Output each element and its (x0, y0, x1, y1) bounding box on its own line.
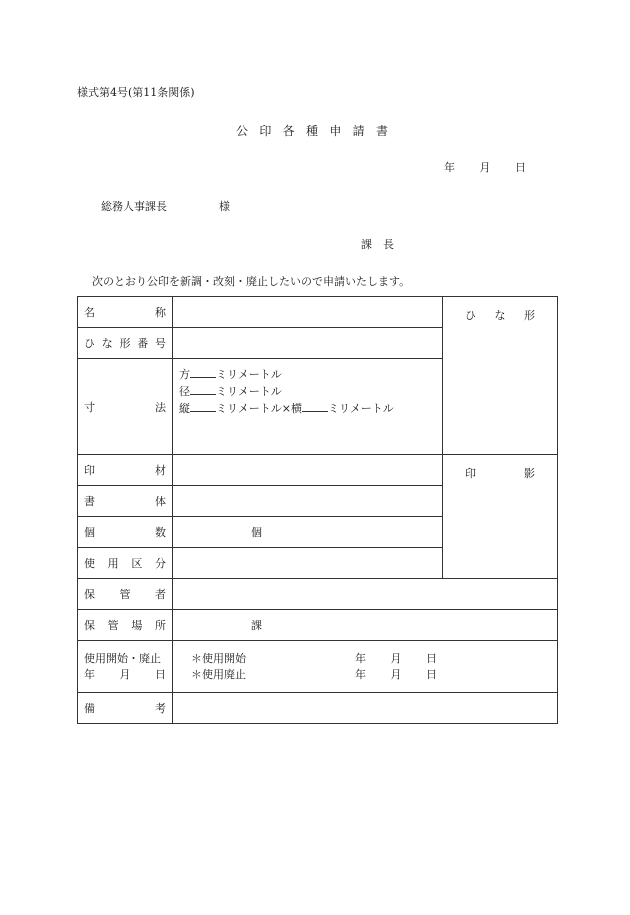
application-date: 年 月 日 (444, 161, 526, 174)
field-usage[interactable] (173, 548, 443, 579)
field-count[interactable] (173, 517, 443, 548)
count-unit: 個 (251, 526, 262, 539)
row-remarks (78, 693, 558, 724)
label-name: 名 称 (78, 297, 173, 328)
field-size[interactable] (173, 359, 443, 455)
field-period[interactable] (173, 641, 558, 693)
row-period (78, 641, 558, 693)
period-start: ＊使用開始 年 月 日 (191, 651, 437, 665)
row-location (78, 610, 558, 641)
field-name[interactable] (173, 297, 443, 328)
label-count: 個 数 (78, 517, 173, 548)
row-name (78, 297, 558, 328)
label-usage: 使 用 区 分 (78, 548, 173, 579)
label-location: 保 管 場 所 (78, 610, 173, 641)
size-rect: 縦 ミリメートル×横 ミリメートル (179, 402, 394, 415)
row-keeper (78, 579, 558, 610)
label-period: 使用開始・廃止 年 月 日 (78, 641, 173, 693)
label-keeper: 保 管 者 (78, 579, 173, 610)
field-remarks[interactable] (173, 693, 558, 724)
recipient-honorific: 様 (219, 200, 230, 213)
period-end: ＊使用廃止 年 月 日 (191, 667, 437, 681)
field-typeface[interactable] (173, 486, 443, 517)
label-material: 印 材 (78, 455, 173, 486)
form-title: 公 印 各 種 申 請 書 (236, 124, 388, 138)
label-hinagata-number: ひ な 形 番 号 (78, 328, 173, 359)
field-hinagata-number[interactable] (173, 328, 443, 359)
label-size: 寸 法 (78, 359, 173, 455)
intro-text: 次のとおり公印を新調・改刻・廃止したいので申請いたします。 (92, 275, 411, 288)
hinagata-box: ひ な 形 (443, 297, 558, 455)
recipient-name: 総務人事課長 (101, 200, 167, 213)
size-square: 方 ミリメートル (179, 368, 282, 381)
applicant-title: 課 長 (361, 238, 394, 251)
size-round: 径 ミリメートル (179, 385, 282, 398)
form-number: 様式第4号(第11条関係) (77, 86, 195, 99)
field-keeper[interactable] (173, 579, 558, 610)
label-remarks: 備 考 (78, 693, 173, 724)
field-location[interactable] (173, 610, 558, 641)
application-form-table (77, 296, 558, 724)
inei-box: 印 影 (443, 455, 558, 579)
row-material (78, 455, 558, 486)
label-typeface: 書 体 (78, 486, 173, 517)
location-unit: 課 (251, 619, 262, 632)
field-material[interactable] (173, 455, 443, 486)
